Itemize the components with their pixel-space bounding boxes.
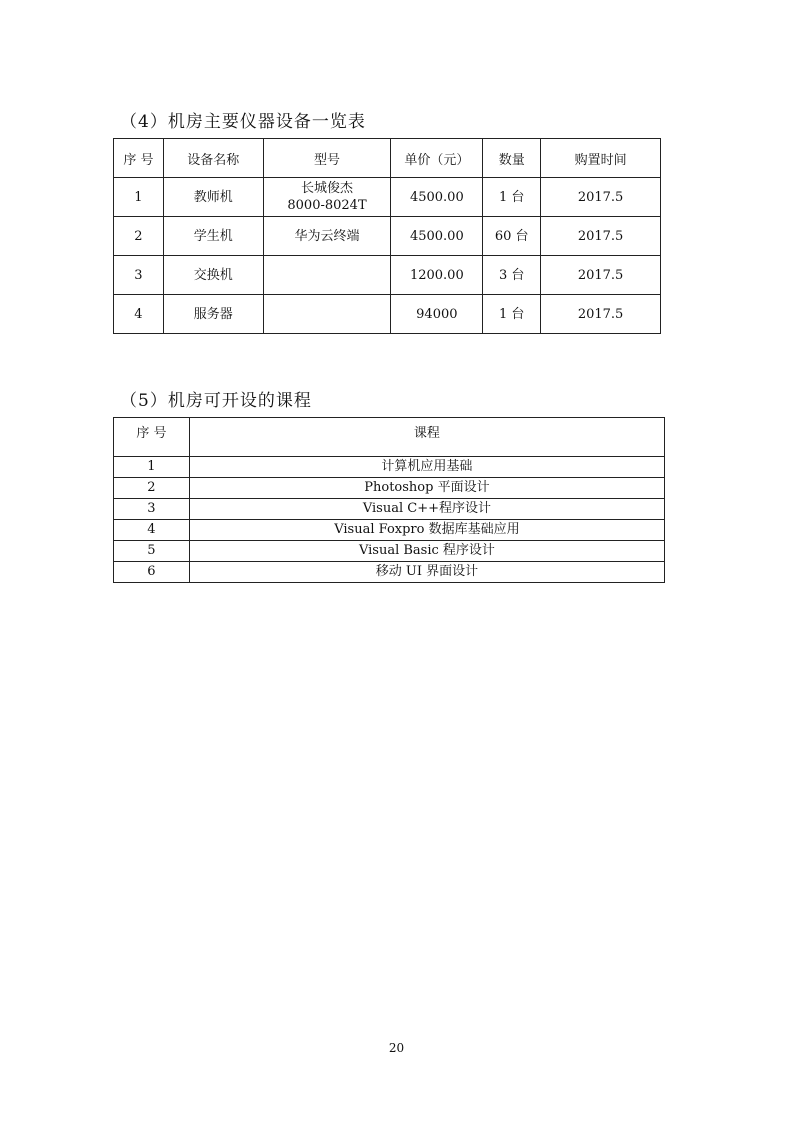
cell-index: 3 (114, 499, 190, 520)
table-row (114, 520, 665, 541)
cell-model (263, 256, 391, 295)
cell-unit-price: 1200.00 (391, 256, 483, 295)
table-row (114, 478, 665, 499)
cell-course: Visual Foxpro 数据库基础应用 (189, 520, 664, 541)
courses-table-title: （5）机房可开设的课程 (120, 391, 312, 411)
cell-course: Visual Basic 程序设计 (189, 541, 664, 562)
cell-device-name: 服务器 (163, 295, 263, 334)
cell-course: Photoshop 平面设计 (189, 478, 664, 499)
cell-index: 1 (114, 457, 190, 478)
cell-index: 2 (114, 478, 190, 499)
cell-device-name: 交换机 (163, 256, 263, 295)
table-row (114, 178, 661, 217)
cell-index: 6 (114, 562, 190, 583)
cell-index: 5 (114, 541, 190, 562)
cell-quantity: 1 台 (483, 178, 541, 217)
cell-purchase-time: 2017.5 (541, 295, 661, 334)
table-row (114, 541, 665, 562)
cell-purchase-time: 2017.5 (541, 256, 661, 295)
table-row (114, 457, 665, 478)
equipment-table (113, 138, 661, 334)
table-row (114, 499, 665, 520)
header-course: 课程 (189, 418, 664, 457)
equipment-table-header (114, 139, 661, 178)
cell-model-line1: 长城俊杰 (301, 181, 354, 196)
header-quantity: 数量 (483, 139, 541, 178)
cell-device-name: 教师机 (163, 178, 263, 217)
table-row (114, 217, 661, 256)
page-number: 20 (388, 1041, 405, 1055)
cell-model: 华为云终端 (263, 217, 391, 256)
header-device-name: 设备名称 (163, 139, 263, 178)
courses-table-header (114, 418, 665, 457)
cell-device-name: 学生机 (163, 217, 263, 256)
table-row (114, 295, 661, 334)
cell-quantity: 3 台 (483, 256, 541, 295)
cell-index: 2 (114, 217, 164, 256)
header-index: 序 号 (114, 418, 190, 457)
cell-index: 4 (114, 520, 190, 541)
cell-index: 1 (114, 178, 164, 217)
header-model: 型号 (263, 139, 391, 178)
cell-unit-price: 94000 (391, 295, 483, 334)
courses-table (113, 417, 665, 583)
cell-quantity: 60 台 (483, 217, 541, 256)
equipment-table-title: （4）机房主要仪器设备一览表 (120, 112, 366, 132)
cell-unit-price: 4500.00 (391, 178, 483, 217)
cell-index: 4 (114, 295, 164, 334)
cell-course: 计算机应用基础 (189, 457, 664, 478)
cell-course: Visual C++程序设计 (189, 499, 664, 520)
cell-course: 移动 UI 界面设计 (189, 562, 664, 583)
cell-purchase-time: 2017.5 (541, 217, 661, 256)
cell-model (263, 295, 391, 334)
cell-model-line2: 8000-8024T (287, 198, 367, 213)
header-unit-price: 单价（元） (391, 139, 483, 178)
table-row (114, 562, 665, 583)
table-row (114, 256, 661, 295)
cell-model (263, 178, 391, 217)
cell-purchase-time: 2017.5 (541, 178, 661, 217)
header-purchase-time: 购置时间 (541, 139, 661, 178)
header-index: 序 号 (114, 139, 164, 178)
cell-index: 3 (114, 256, 164, 295)
cell-unit-price: 4500.00 (391, 217, 483, 256)
cell-quantity: 1 台 (483, 295, 541, 334)
